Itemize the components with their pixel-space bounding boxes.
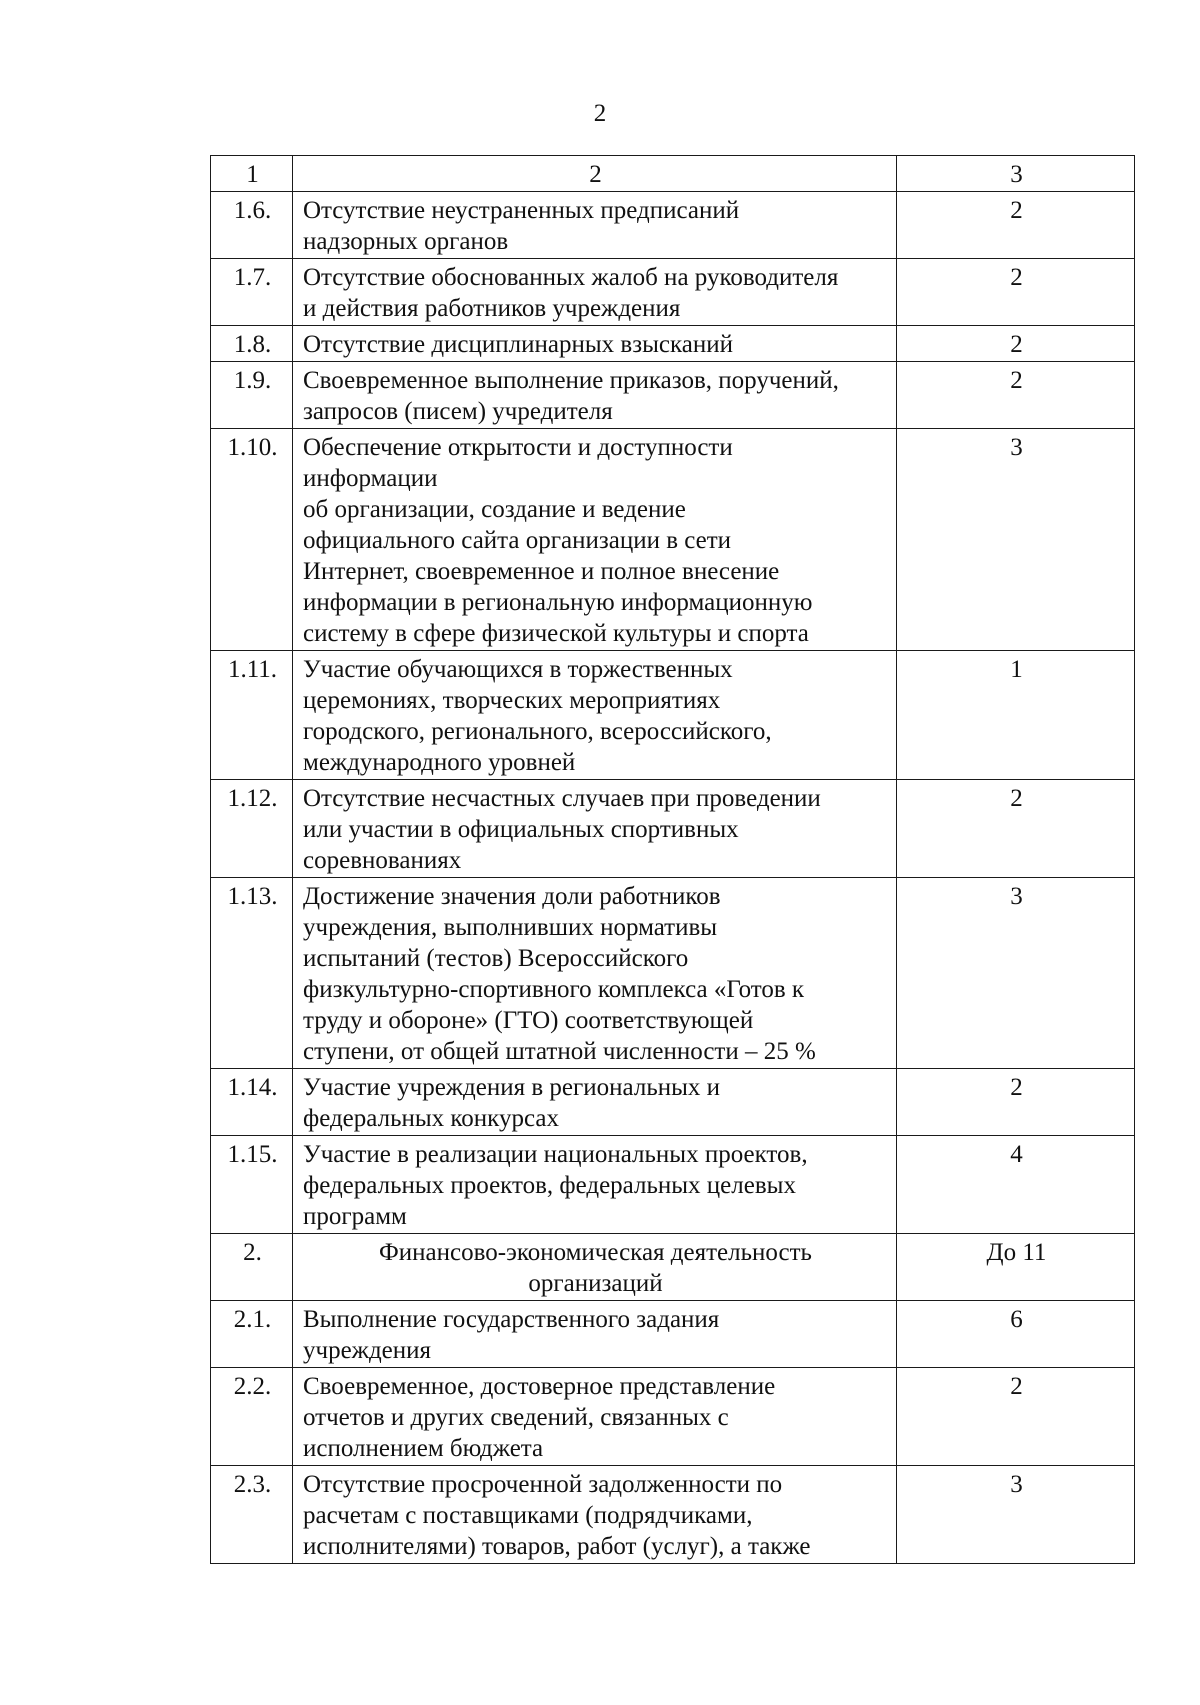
row-number-cell: 2.2. [211,1368,293,1466]
row-score-cell: 2 [897,259,1135,326]
row-criterion-cell: Отсутствие обоснованных жалоб на руководителя и действия работников учреждения [293,259,897,326]
row-criterion-cell: Достижение значения доли работников учреждения, выполнивших нормативы испытаний (тестов) Всероссийского физкультурно-спортивного комплекса «Готов к труду и обороне» (ГТО) соответствующей ступени, от общей штатной численности – 25 % [293,878,897,1069]
page-number: 2 [593,100,607,127]
row-score-cell: 3 [897,429,1135,651]
row-score-cell: 3 [897,1466,1135,1564]
row-number-cell: 1.6. [211,192,293,259]
row-number-cell: 1.13. [211,878,293,1069]
row-criterion-cell: Обеспечение открытости и доступности информации об организации, создание и ведение официального сайта организации в сети Интернет, своевременное и полное внесение информации в региональную информационную систему в сфере физической культуры и спорта [293,429,897,651]
criteria-table [210,155,1135,1564]
row-number-cell: 1.10. [211,429,293,651]
row-score-cell: 3 [897,878,1135,1069]
row-score-cell: 2 [897,1368,1135,1466]
row-number-cell: 1.9. [211,362,293,429]
row-criterion-cell: Участие обучающихся в торжественных церемониях, творческих мероприятиях городского, регионального, всероссийского, международного уровней [293,651,897,780]
table-row [211,429,1135,651]
table-header-row [211,156,1135,192]
row-score-cell: 2 [897,362,1135,429]
row-number-cell: 1.7. [211,259,293,326]
table-row [211,192,1135,259]
row-criterion-cell: Отсутствие просроченной задолженности по расчетам с поставщиками (подрядчиками, исполнителями) товаров, работ (услуг), а также [293,1466,897,1564]
row-score-cell: 1 [897,651,1135,780]
table-row [211,326,1135,362]
row-number-cell: 1.14. [211,1069,293,1136]
header-cell-number: 1 [211,156,293,192]
row-number-cell: 1.12. [211,780,293,878]
row-criterion-cell: Своевременное выполнение приказов, поручений, запросов (писем) учредителя [293,362,897,429]
row-score-cell: До 11 [897,1234,1135,1301]
header-cell-score: 3 [897,156,1135,192]
row-criterion-cell: Выполнение государственного задания учреждения [293,1301,897,1368]
table-row [211,1301,1135,1368]
row-score-cell: 2 [897,780,1135,878]
row-number-cell: 1.15. [211,1136,293,1234]
row-criterion-cell: Отсутствие несчастных случаев при проведении или участии в официальных спортивных соревнованиях [293,780,897,878]
table-row [211,1069,1135,1136]
row-score-cell: 6 [897,1301,1135,1368]
row-number-cell: 2.1. [211,1301,293,1368]
row-number-cell: 2.3. [211,1466,293,1564]
row-criterion-cell: Участие учреждения в региональных и федеральных конкурсах [293,1069,897,1136]
table-row [211,259,1135,326]
row-number-cell: 1.11. [211,651,293,780]
table-row [211,780,1135,878]
row-score-cell: 4 [897,1136,1135,1234]
row-criterion-cell: Участие в реализации национальных проектов, федеральных проектов, федеральных целевых программ [293,1136,897,1234]
row-number-cell: 2. [211,1234,293,1301]
table-row [211,651,1135,780]
row-score-cell: 2 [897,192,1135,259]
row-score-cell: 2 [897,326,1135,362]
header-cell-criterion: 2 [293,156,897,192]
row-criterion-cell: Отсутствие дисциплинарных взысканий [293,326,897,362]
row-criterion-cell: Финансово-экономическая деятельность организаций [293,1234,897,1301]
table-row [211,1466,1135,1564]
row-score-cell: 2 [897,1069,1135,1136]
row-criterion-cell: Отсутствие неустраненных предписаний надзорных органов [293,192,897,259]
row-number-cell: 1.8. [211,326,293,362]
table-row [211,878,1135,1069]
table-row [211,362,1135,429]
table-row [211,1234,1135,1301]
row-criterion-cell: Своевременное, достоверное представление отчетов и других сведений, связанных с исполнением бюджета [293,1368,897,1466]
table-row [211,1368,1135,1466]
table-row [211,1136,1135,1234]
